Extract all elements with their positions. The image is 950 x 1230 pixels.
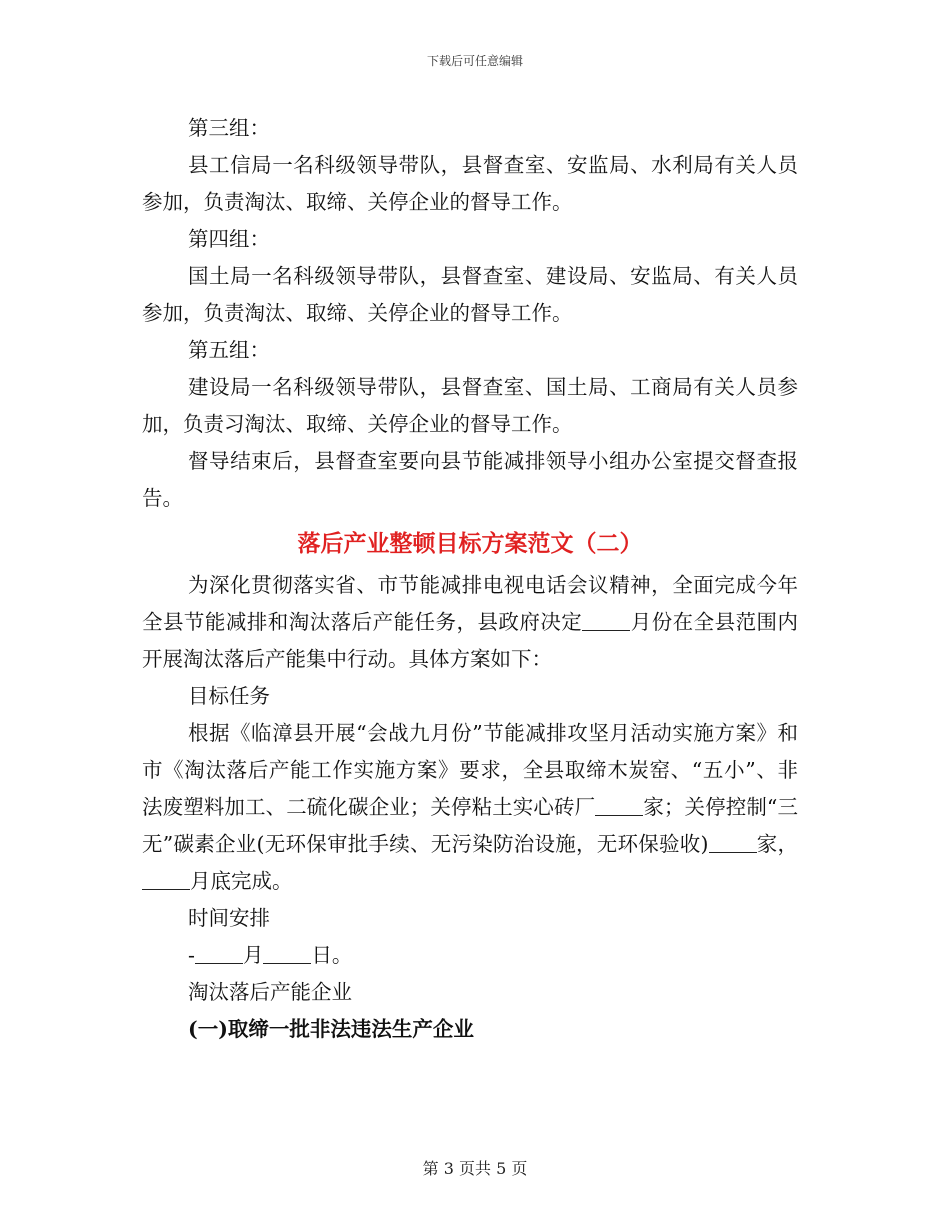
elimination-label: 淘汰落后产能企业 (188, 980, 352, 1004)
blank-field (142, 871, 190, 890)
time-label: 时间安排 (188, 906, 270, 930)
group4-body: 国土局一名科级领导带队，县督查室、建设局、安监局、有关人员参加，负责淘汰、取缔、关停企业的督导工作。 (142, 264, 798, 325)
goal-paragraph (142, 715, 798, 900)
time-line (142, 937, 798, 974)
intro-text-b: 月份在全县范围内开展淘汰落后产能集中行动。具体方案如下： (142, 610, 799, 671)
goal-text-c: 家， (756, 832, 799, 856)
intro-paragraph (142, 567, 798, 678)
group4-label: 第四组： (188, 227, 270, 251)
goal-text-a: 根据《临漳县开展“会战九月份”节能减排攻坚月活动实施方案》和市《淘汰落后产能工作实施方案》要求，全县取缔木炭窑、“五小”、非法废塑料加工、二硫化碳企业；关停粘土实心砖厂 (142, 721, 798, 819)
blank-field (709, 834, 757, 853)
group5-label: 第五组： (188, 338, 270, 362)
page-header: 下载后可任意编辑 (426, 54, 523, 68)
time-day: 日。 (311, 943, 353, 967)
group3-body: 县工信局一名科级领导带队，县督查室、安监局、水利局有关人员参加，负责淘汰、取缔、关停企业的督导工作。 (142, 153, 798, 214)
subheading-1: (一)取缔一批非法违法生产企业 (188, 1017, 474, 1041)
section-title: 落后产业整顿目标方案范文（二） (297, 530, 643, 557)
time-prefix: - (188, 943, 195, 967)
blank-field (263, 945, 311, 964)
goal-text-d: 月底完成。 (190, 869, 293, 893)
blank-field (195, 945, 243, 964)
intro-text-a: 为深化贯彻落实省、市节能减排电视电话会议精神，全面完成今年全县节能减排和淘汰落后产能任务，县政府决定 (142, 573, 798, 634)
time-month: 月 (242, 943, 264, 967)
closing-paragraph: 督导结束后，县督查室要向县节能减排领导小组办公室提交督查报告。 (142, 449, 798, 510)
goal-text-b: 家；关停控制“三无”碳素企业(无环保审批手续、无污染防治设施，无环保验收) (142, 795, 799, 856)
goal-label: 目标任务 (188, 684, 270, 708)
blank-field (582, 612, 630, 631)
group3-label: 第三组： (188, 116, 270, 140)
page-footer: 第 3 页共 5 页 (422, 1159, 528, 1178)
group5-body: 建设局一名科级领导带队，县督查室、国土局、工商局有关人员参加，负责习淘汰、取缔、关停企业的督导工作。 (142, 375, 798, 436)
blank-field (595, 797, 643, 816)
document-body (142, 110, 798, 1048)
